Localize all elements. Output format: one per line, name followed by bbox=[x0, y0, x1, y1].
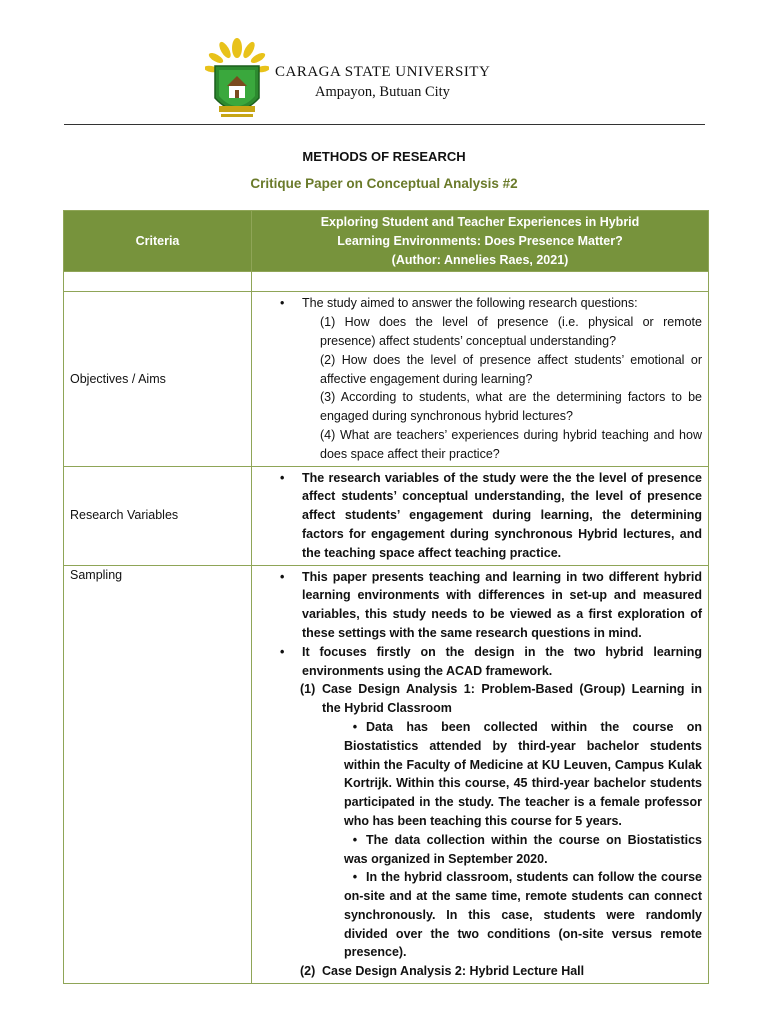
case-detail: • Data has been collected within the course on Biostatistics attended by third-year bachelor students within the Faculty of Medicine at KU Leuven, Campus Kulak Kortrijk. Within this course, 45 third-year bachelor students participated in the study. The teacher is a female professor who has been teaching this course for 5 years. • The data collection within the course on Biostatistics was organized in September 2020. • In the hybrid classroom, students can follow the course on-site and at the same time, remote students can connect synchronously. In this case, students were randomly divided over the two conditions (on-site versus remote presence). bbox=[344, 719, 702, 960]
list-item: • The research variables of the study were the the level of presence affect students’ conceptual understanding, the level of presence affect students’ engagement during learning, the determining factors for engagement during synchronous Hybrid lectures, and the teaching space affect teaching practice. bbox=[302, 469, 702, 563]
empty-cell bbox=[64, 272, 252, 292]
case-detail-text: In the hybrid classroom, students can follow the course on-site and at the same time, remote students can connect synchronously. In this case, students were randomly divided over the two conditions (on-site versus remote presence). bbox=[344, 870, 702, 960]
research-question: (4) What are teachers’ experiences during hybrid teaching and how does space affect their practice? bbox=[320, 427, 702, 461]
case-title: Case Design Analysis 1: Problem-Based (Group) Learning in the Hybrid Classroom bbox=[322, 682, 702, 716]
study-title-header bbox=[252, 211, 709, 272]
case-detail-text: The data collection within the course on Biostatistics was organized in September 2020. bbox=[344, 832, 702, 866]
case-title: Case Design Analysis 2: Hybrid Lecture Hall bbox=[322, 964, 585, 979]
university-name: CARAGA STATE UNIVERSITY bbox=[275, 64, 491, 80]
case-item bbox=[300, 680, 702, 962]
table-row bbox=[64, 272, 709, 292]
header-divider bbox=[64, 124, 705, 125]
case-number: (2) bbox=[300, 964, 316, 979]
university-location: Ampayon, Butuan City bbox=[315, 84, 450, 100]
page-header bbox=[205, 36, 725, 126]
study-title-line: Exploring Student and Teacher Experiences in Hybrid bbox=[320, 215, 640, 229]
criteria-header: Criteria bbox=[64, 211, 252, 272]
table-header-row bbox=[64, 211, 709, 272]
study-title-line: Learning Environments: Does Presence Matter? bbox=[337, 233, 623, 248]
list-item-text: • It focuses firstly on the design in the two hybrid learning environments using the ACAD framework. bbox=[302, 644, 702, 678]
list-item bbox=[302, 643, 702, 981]
research-question: (2) How does the level of presence affect students’ emotional or affective engagement during learning? bbox=[320, 352, 702, 386]
empty-cell bbox=[252, 272, 709, 292]
research-question: (1) How does the level of presence (i.e. physical or remote presence) affect students’ conceptual understanding? bbox=[320, 315, 702, 348]
case-number: (1) bbox=[300, 682, 316, 697]
course-title: METHODS OF RESEARCH bbox=[302, 149, 466, 164]
university-seal-icon bbox=[205, 36, 269, 124]
table-row bbox=[64, 565, 709, 984]
criteria-objectives: Objectives / Aims bbox=[64, 292, 252, 466]
criteria-variables: Research Variables bbox=[64, 466, 252, 565]
table-row bbox=[64, 292, 709, 466]
study-author: (Author: Annelies Raes, 2021) bbox=[391, 252, 569, 267]
paper-title: Critique Paper on Conceptual Analysis #2 bbox=[250, 176, 518, 191]
list-item: • This paper presents teaching and learning in two different hybrid learning environments with differences in set-up and measured variables, this study needs to be viewed as a first exploration of these settings with the same research questions in mind. bbox=[302, 568, 702, 643]
table-row bbox=[64, 466, 709, 565]
criteria-sampling: Sampling bbox=[64, 565, 252, 984]
critique-table bbox=[63, 210, 709, 984]
sampling-content bbox=[252, 565, 709, 984]
research-question: (3) According to students, what are the determining factors to be engaged during synchronous hybrid lectures? bbox=[320, 390, 702, 424]
case-detail-text: Data has been collected within the course on Biostatistics attended by third-year bachelor students within the Faculty of Medicine at KU Leuven, Campus Kulak Kortrijk. Within this course, 45 third-year bachelor students participated in the study. The teacher is a female professor who has been teaching this course for 5 years. bbox=[344, 719, 702, 828]
variables-content bbox=[252, 466, 709, 565]
list-item: • The study aimed to answer the following research questions: bbox=[302, 294, 702, 313]
case-item bbox=[300, 962, 702, 981]
objectives-content bbox=[252, 292, 709, 466]
